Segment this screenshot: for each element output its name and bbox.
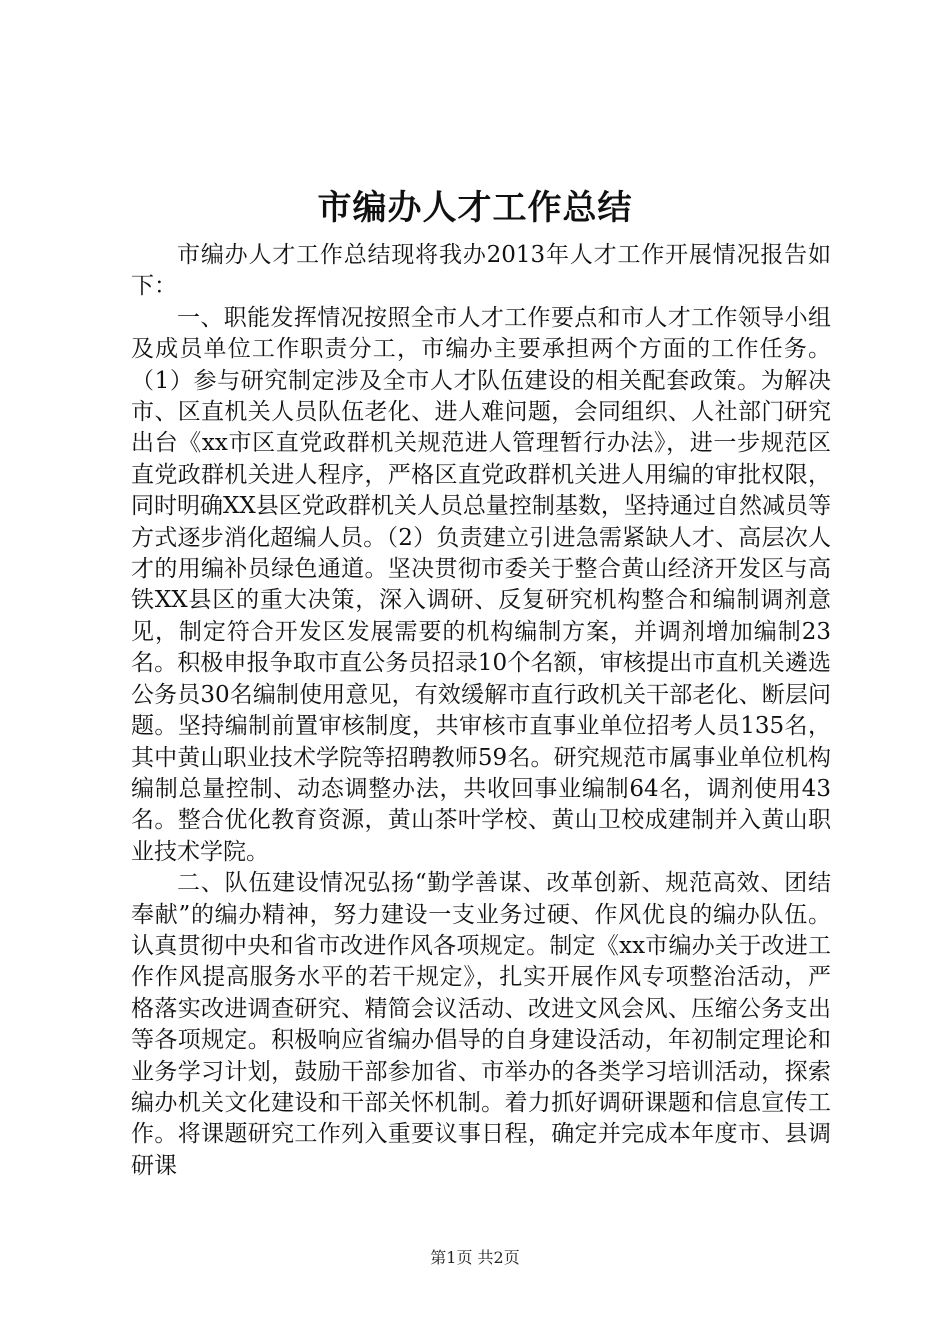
paragraph-intro: 市编办人才工作总结现将我办2013年人才工作开展情况报告如下： (131, 242, 831, 300)
document-body (131, 240, 831, 1182)
document-title: 市编办人才工作总结 (317, 188, 633, 228)
paragraph-section-two: 二、队伍建设情况弘扬“勤学善谋、改革创新、规范高效、团结奉献”的编办精神，努力建设一支业务过硬、作风优良的编办队伍。认真贯彻中央和省市改进作风各项规定。制定《xx市编办关于改进工作作风提高服务水平的若干规定》，扎实开展作风专项整治活动，严格落实改进调查研究、精简会议活动、改进文风会风、压缩公务支出等各项规定。积极响应省编办倡导的自身建设活动，年初制定理论和业务学习计划，鼓励干部参加省、市举办的各类学习培训活动，探索编办机关文化建设和干部关怀机制。着力抓好调研课题和信息宣传工作。将课题研究工作列入重要议事日程，确定并完成本年度市、县调研课 (131, 870, 831, 1179)
paragraph-section-one: 一、职能发挥情况按照全市人才工作要点和市人才工作领导小组及成员单位工作职责分工，市编办主要承担两个方面的工作任务。（1）参与研究制定涉及全市人才队伍建设的相关配套政策。为解决市、区直机关人员队伍老化、进人难问题，会同组织、人社部门研究出台《xx市区直党政群机关规范进人管理暂行办法》，进一步规范区直党政群机关进人程序，严格区直党政群机关进人用编的审批权限，同时明确XX县区党政群机关人员总量控制基数，坚持通过自然减员等方式逐步消化超编人员。（2）负责建立引进急需紧缺人才、高层次人才的用编补员绿色通道。坚决贯彻市委关于整合黄山经济开发区与高铁XX县区的重大决策，深入调研、反复研究机构整合和编制调剂意见，制定符合开发区发展需要的机构编制方案，并调剂增加编制23名。积极申报争取市直公务员招录10个名额，审核提出市直机关遴选公务员30名编制使用意见，有效缓解市直行政机关干部老化、断层问题。坚持编制前置审核制度，共审核市直事业单位招考人员135名，其中黄山职业技术学院等招聘教师59名。研究规范市属事业单位机构编制总量控制、动态调整办法，共收回事业编制64名，调剂使用43名。整合优化教育资源，黄山茶叶学校、黄山卫校成建制并入黄山职业技术学院。 (131, 304, 831, 865)
page-number-footer: 第1页 共2页 (430, 1248, 520, 1267)
